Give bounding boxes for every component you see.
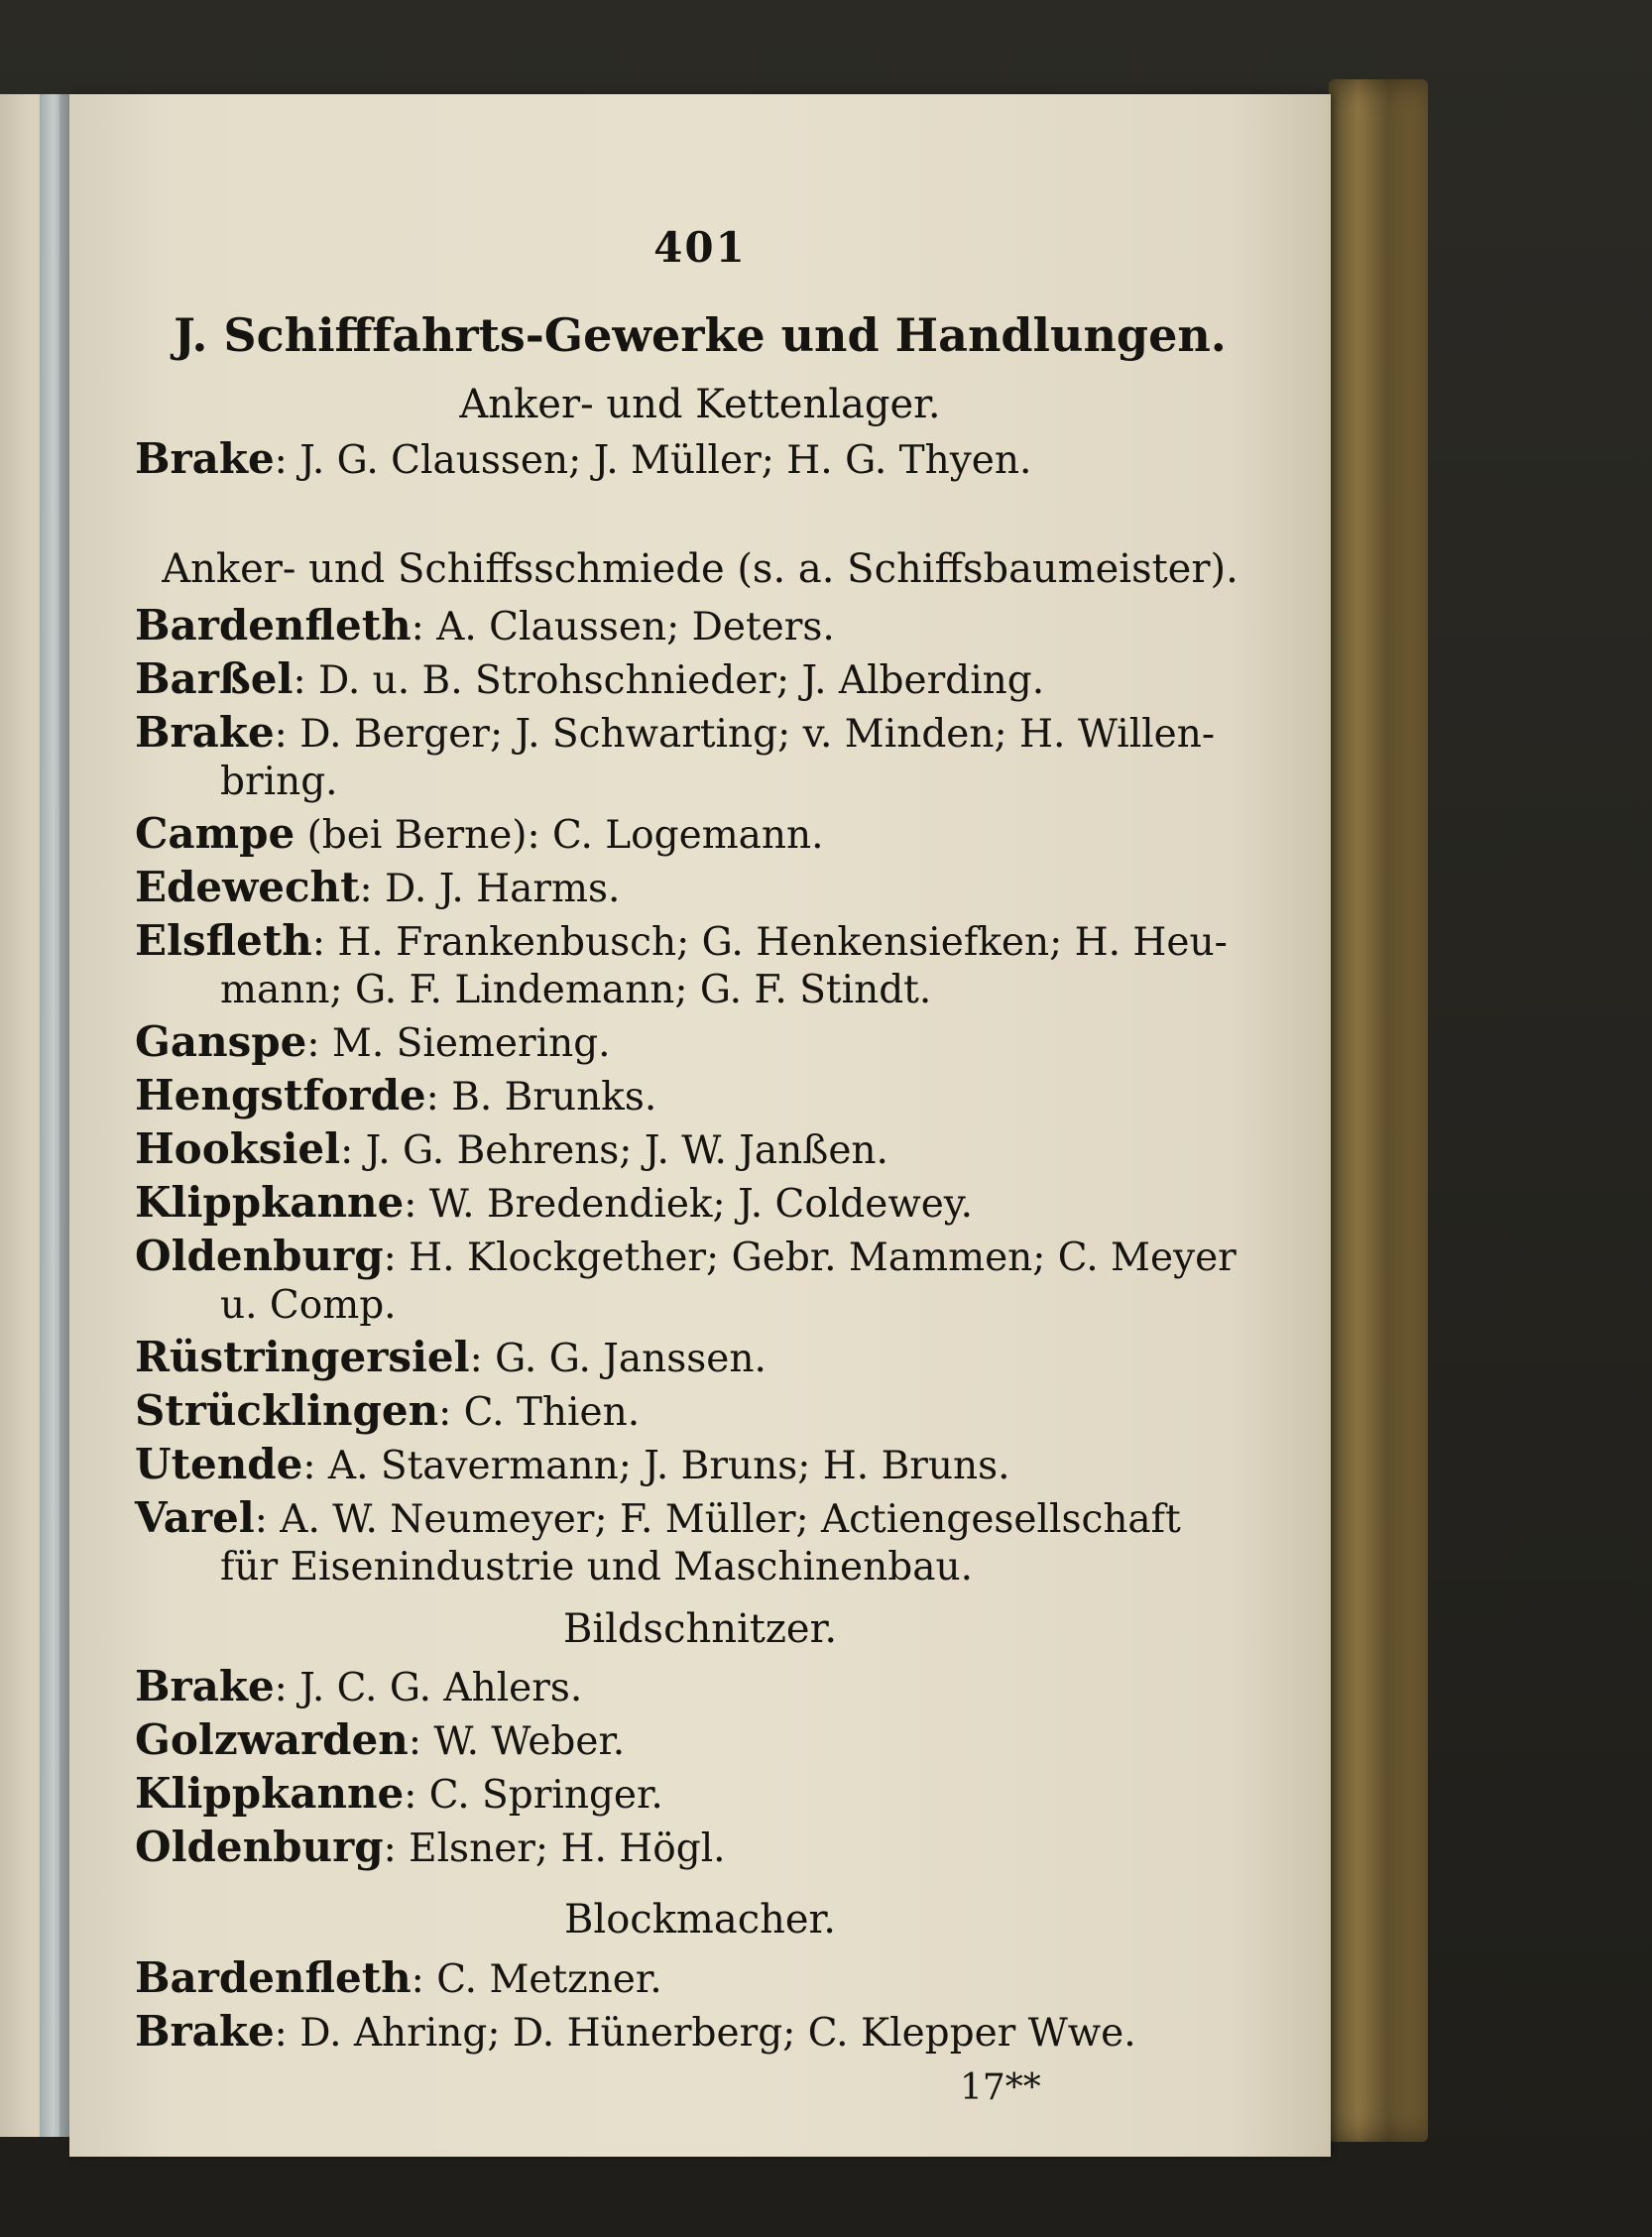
entry-names: : W. Bredendiek; J. Coldewey.	[404, 1182, 974, 1227]
entry-names: : G. G. Janssen.	[469, 1337, 767, 1381]
entry-place: Golzwarden	[135, 1715, 409, 1764]
entry-place: Klippkanne	[135, 1178, 405, 1227]
entry-names: : M. Siemering.	[306, 1021, 611, 1066]
entry-names: : J. G. Claussen; J. Müller; H. G. Thyen.	[274, 438, 1032, 483]
directory-entry	[135, 1770, 1265, 1820]
entry-place: Hooksiel	[135, 1124, 341, 1173]
entry-names: : J. G. Behrens; J. W. Janßen.	[340, 1128, 888, 1173]
entry-place: Klippkanne	[135, 1769, 405, 1818]
entry-place: Edewecht	[135, 863, 360, 911]
entry-place: Hengstforde	[135, 1071, 426, 1119]
directory-entry	[135, 1824, 1265, 1873]
entry-place: Brake	[135, 434, 275, 483]
printer-signature-mark: 17**	[960, 2067, 1041, 2108]
page-text	[69, 94, 1331, 2157]
entry-names: (bei Berne): C. Logemann.	[295, 813, 824, 858]
directory-entry	[135, 1663, 1265, 1712]
entry-place: Bardenfleth	[135, 1953, 412, 2002]
entry-names: : B. Brunks.	[425, 1075, 657, 1119]
entry-place: Brake	[135, 2007, 275, 2056]
binding-strip	[40, 94, 69, 2137]
entry-names: : H. Frankenbusch; G. Henkensiefken; H. Heu-	[311, 920, 1228, 965]
book-cover-edge	[1329, 79, 1428, 2142]
directory-entry	[135, 2008, 1265, 2058]
entry-place: Varel	[135, 1493, 255, 1542]
directory-entry	[135, 864, 1265, 913]
entry-continuation: u. Comp.	[220, 1283, 397, 1328]
subheading-anker-kettenlager: Anker- und Kettenlager.	[459, 382, 941, 427]
directory-entry	[135, 709, 1265, 806]
directory-entry	[135, 655, 1265, 705]
entry-place: Bardenfleth	[135, 601, 412, 649]
entry-place: Barßel	[135, 654, 294, 703]
directory-entry	[135, 602, 1265, 651]
entry-place: Brake	[135, 1662, 275, 1710]
entry-names: : C. Thien.	[438, 1390, 641, 1435]
entry-place: Brake	[135, 708, 275, 757]
subheading-anker-schiffsschmiede: Anker- und Schiffsschmiede (s. a. Schiffsbaumeister).	[162, 546, 1239, 592]
entry-place: Oldenburg	[135, 1823, 384, 1871]
entry-names: : Elsner; H. Högl.	[383, 1826, 726, 1871]
directory-entry	[135, 917, 1265, 1014]
directory-entry	[135, 1441, 1265, 1490]
directory-entry	[135, 1233, 1265, 1330]
subheading-blockmacher: Blockmacher.	[564, 1897, 836, 1943]
page-number: 401	[653, 223, 747, 272]
entry-names: : D. Berger; J. Schwarting; v. Minden; H. Willen-	[274, 712, 1216, 757]
entry-continuation: bring.	[220, 760, 338, 804]
section-title: J. Schifffahrts-Gewerke und Handlungen.	[174, 308, 1227, 362]
entry-names: : H. Klockgether; Gebr. Mammen; C. Meyer	[383, 1236, 1237, 1280]
directory-entry	[135, 1018, 1265, 1068]
entry-place: Utende	[135, 1440, 303, 1488]
entry-place: Ganspe	[135, 1017, 307, 1066]
entry-place: Elsfleth	[135, 916, 312, 965]
entry-names: : C. Springer.	[404, 1773, 663, 1818]
entry-names: : D. Ahring; D. Hünerberg; C. Klepper Wwe.	[274, 2011, 1136, 2056]
directory-entry	[135, 1179, 1265, 1229]
entry-names: : D. J. Harms.	[359, 867, 621, 911]
entry-names: : J. C. G. Ahlers.	[274, 1666, 583, 1710]
directory-entry	[135, 1716, 1265, 1766]
entry-continuation: für Eisenindustrie und Maschinenbau.	[220, 1545, 973, 1589]
directory-entry	[135, 810, 1265, 860]
directory-entry	[135, 1334, 1265, 1383]
entry-names: : D. u. B. Strohschnieder; J. Alberding.	[293, 658, 1045, 703]
entry-place: Oldenburg	[135, 1232, 384, 1280]
subheading-bildschnitzer: Bildschnitzer.	[562, 1606, 838, 1652]
entry-names: : A. W. Neumeyer; F. Müller; Actiengesellschaft	[254, 1497, 1181, 1542]
directory-entry	[135, 1494, 1265, 1591]
entry-names: : A. Claussen; Deters.	[411, 605, 835, 649]
entry-place: Rüstringersiel	[135, 1333, 470, 1381]
directory-entry	[135, 1387, 1265, 1437]
entry-continuation: mann; G. F. Lindemann; G. F. Stindt.	[220, 968, 932, 1012]
entry-names: : W. Weber.	[408, 1719, 626, 1764]
directory-entry	[135, 435, 1265, 485]
entry-names: : C. Metzner.	[411, 1957, 662, 2002]
entry-place: Campe	[135, 809, 295, 858]
entry-names: : A. Stavermann; J. Bruns; H. Bruns.	[302, 1444, 1010, 1488]
directory-entry	[135, 1125, 1265, 1175]
directory-entry	[135, 1072, 1265, 1121]
entry-place: Strücklingen	[135, 1386, 439, 1435]
directory-entry	[135, 1954, 1265, 2004]
